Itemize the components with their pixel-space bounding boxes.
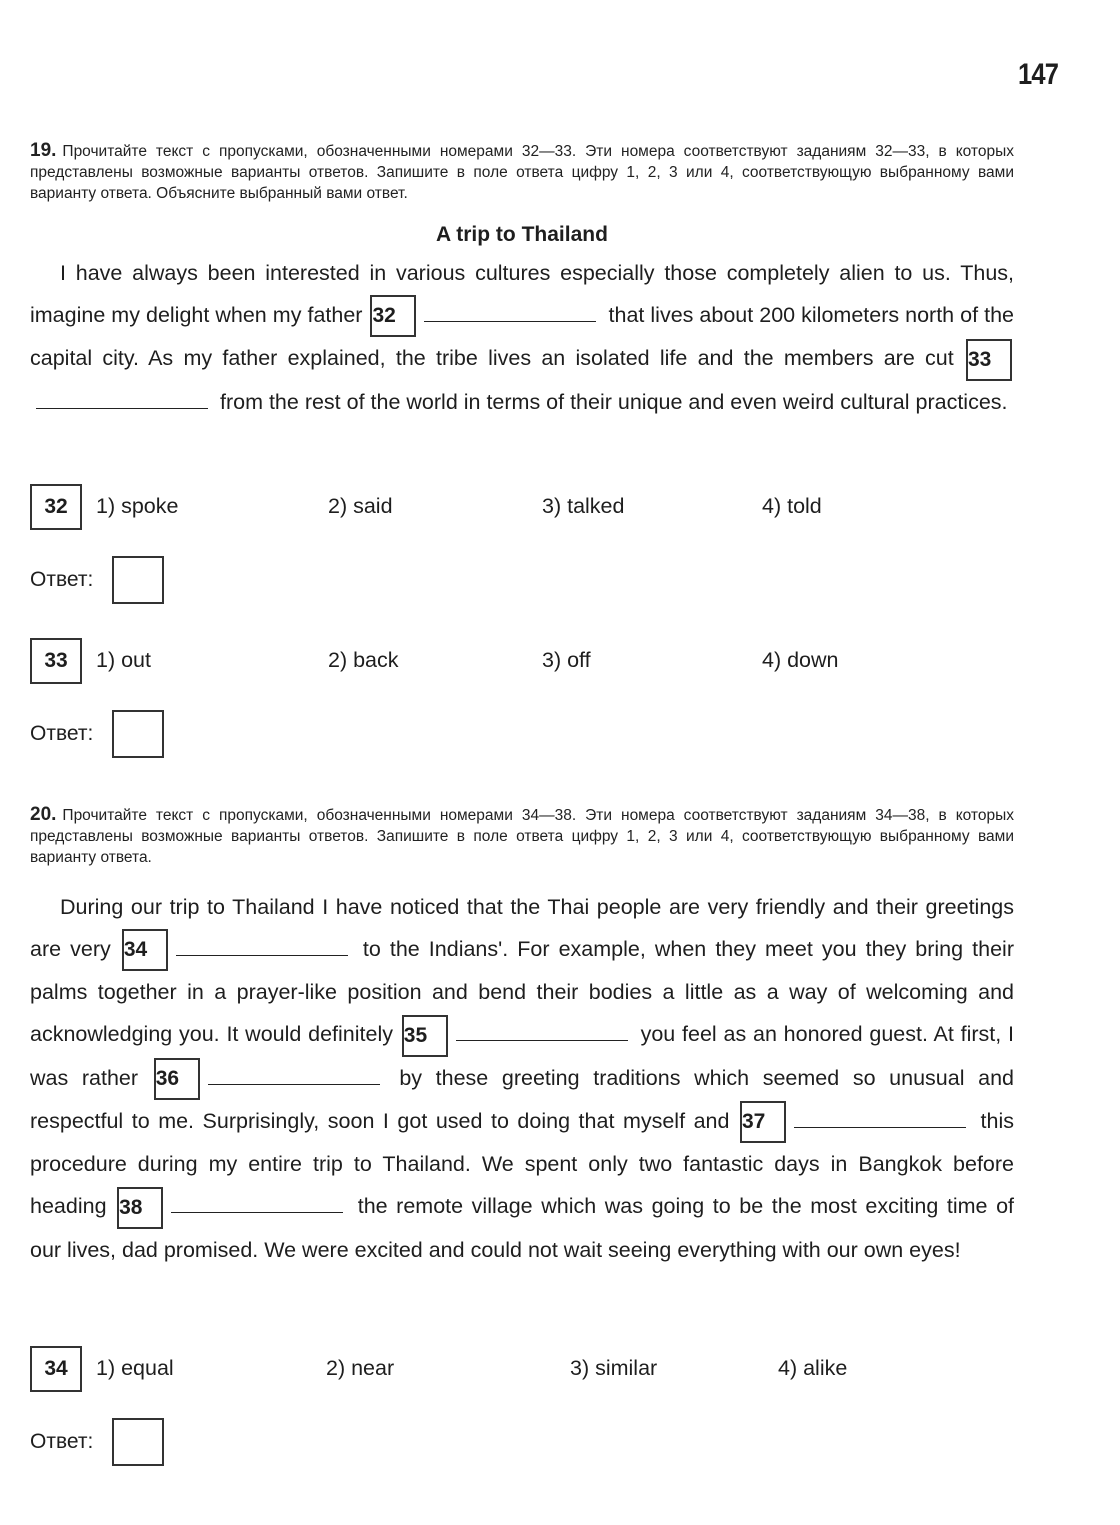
gap-marker-36: 36 xyxy=(154,1058,200,1100)
gap-blank-34[interactable] xyxy=(176,935,348,956)
question-32 xyxy=(30,484,1030,530)
task-20-instruction xyxy=(30,804,1014,868)
gap-marker-38: 38 xyxy=(117,1187,163,1229)
gap-marker-32: 32 xyxy=(370,295,416,337)
text-part: that lives about 200 kilometers north of the capital city. As my father explained, the tribe lives an isolated life and the members are cut xyxy=(30,303,1014,371)
option-33-3[interactable]: 3) off xyxy=(542,648,591,672)
text-part: you feel as an honored guest. At first, I was rather xyxy=(30,1022,1015,1090)
page-number: 147 xyxy=(1017,58,1058,91)
gap-blank-36[interactable] xyxy=(208,1064,380,1085)
option-33-1[interactable]: 1) out xyxy=(96,648,151,672)
text-part: I have always been interested in various cultures especially those completely alien to us. Thus, imagine my delight when my father xyxy=(30,261,1014,327)
task-19-text xyxy=(30,252,1014,423)
option-32-3[interactable]: 3) talked xyxy=(542,494,625,518)
gap-marker-33: 33 xyxy=(966,339,1012,381)
option-34-1[interactable]: 1) equal xyxy=(96,1356,174,1380)
question-number-33: 33 xyxy=(30,638,82,684)
question-33 xyxy=(30,638,1030,684)
text-part: the remote village which was going to be the most exciting time of our lives, dad promised. We were excited and could not wait seeing everything with our own eyes! xyxy=(30,1194,1015,1262)
answer-box-32[interactable] xyxy=(112,556,164,604)
task-19-instruction xyxy=(30,140,1014,204)
gap-blank-33[interactable] xyxy=(36,388,208,409)
option-32-4[interactable]: 4) told xyxy=(762,494,822,518)
answer-box-34[interactable] xyxy=(112,1418,164,1466)
gap-blank-35[interactable] xyxy=(456,1020,628,1041)
option-32-2[interactable]: 2) said xyxy=(328,494,393,518)
text-part: to the Indians'. For example, when they meet you they bring their palms together in a prayer-like position and bend their bodies a little as a way of welcoming and acknowledging you. It would definitely xyxy=(30,937,1014,1047)
task-19-instruction-text: Прочитайте текст с пропусками, обозначенными номерами 32—33. Эти номера соответствуют заданиям 32—33, в которых представлены возможные варианты ответов. Запишите в поле ответа цифру 1, 2, 3 или 4, соответствующую выбранному вами варианту ответа. Объясните выбранный вами ответ. xyxy=(30,143,1014,202)
option-32-1[interactable]: 1) spoke xyxy=(96,494,179,518)
gap-blank-32[interactable] xyxy=(424,301,596,322)
option-33-2[interactable]: 2) back xyxy=(328,648,399,672)
task-19-number: 19. xyxy=(30,140,57,161)
text-part: by these greeting traditions which seemed so unusual and respectful to me. Surprisingly, soon I got used to doing that myself and xyxy=(30,1065,1014,1133)
gap-marker-34: 34 xyxy=(122,929,168,971)
option-34-2[interactable]: 2) near xyxy=(326,1356,395,1380)
gap-marker-37: 37 xyxy=(740,1101,786,1143)
question-number-32: 32 xyxy=(30,484,82,530)
text-part: During our trip to Thailand I have noticed that the Thai people are very friendly and their greetings are very xyxy=(30,895,1014,961)
answer-label: Ответ: xyxy=(30,722,94,745)
answer-label: Ответ: xyxy=(30,1430,94,1453)
text-part: from the rest of the world in terms of their unique and even weird cultural practices. xyxy=(219,389,1008,414)
answer-label: Ответ: xyxy=(30,568,94,591)
option-33-4[interactable]: 4) down xyxy=(762,648,839,672)
question-34 xyxy=(30,1346,1030,1392)
question-number-34: 34 xyxy=(30,1346,82,1392)
gap-marker-35: 35 xyxy=(402,1015,448,1057)
task-20-instruction-text: Прочитайте текст с пропусками, обозначенными номерами 34—38. Эти номера соответствуют заданиям 34—38, в которых представлены возможные варианты ответов. Запишите в поле ответа цифру 1, 2, 3 или 4, соответствующую выбранному вами варианту ответа. xyxy=(30,807,1014,866)
text-part: this procedure during my entire trip to Thailand. We spent only two fantastic days in Bangkok before heading xyxy=(30,1108,1014,1219)
task-20-number: 20. xyxy=(30,804,57,825)
gap-blank-38[interactable] xyxy=(171,1192,343,1213)
answer-box-33[interactable] xyxy=(112,710,164,758)
gap-blank-37[interactable] xyxy=(794,1107,966,1128)
task-20-text xyxy=(30,886,1014,1271)
option-34-4[interactable]: 4) alike xyxy=(778,1356,848,1380)
text-title: A trip to Thailand xyxy=(436,223,608,246)
option-34-3[interactable]: 3) similar xyxy=(570,1356,658,1380)
